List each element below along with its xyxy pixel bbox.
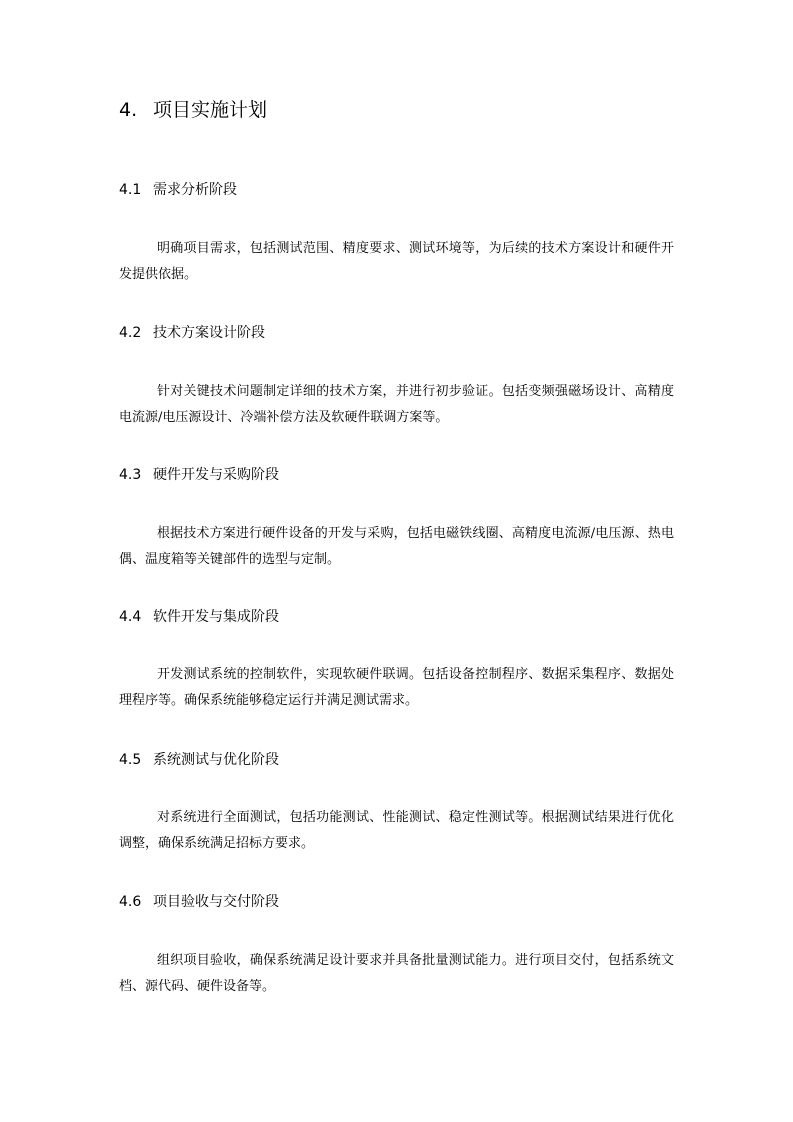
section-body-4-6: 组织项目验收，确保系统满足设计要求并具备批量测试能力。进行项目交付，包括系统文档、源代码、硬件设备等。 bbox=[119, 953, 674, 994]
section-title: 项目验收与交付阶段 bbox=[153, 894, 279, 910]
chapter-heading bbox=[119, 97, 267, 123]
chapter-title: 项目实施计划 bbox=[153, 99, 268, 121]
section-title: 需求分析阶段 bbox=[153, 182, 237, 198]
section-heading-4-6 bbox=[119, 892, 279, 912]
section-heading-4-2 bbox=[119, 323, 265, 343]
section-body-4-3: 根据技术方案进行硬件设备的开发与采购，包括电磁铁线圈、高精度电流源/电压源、热电偶、温度箱等关键部件的选型与定制。 bbox=[119, 526, 674, 567]
section-number: 4.5 bbox=[119, 752, 142, 768]
section-body-4-5: 对系统进行全面测试，包括功能测试、性能测试、稳定性测试等。根据测试结果进行优化调整，确保系统满足招标方要求。 bbox=[119, 810, 674, 851]
section-heading-4-1 bbox=[119, 180, 237, 200]
section-number: 4.1 bbox=[119, 182, 142, 198]
chapter-number: 4. bbox=[119, 99, 138, 121]
section-title: 硬件开发与采购阶段 bbox=[153, 467, 279, 483]
section-body-4-2: 针对关键技术问题制定详细的技术方案，并进行初步验证。包括变频强磁场设计、高精度电流源/电压源设计、冷端补偿方法及软硬件联调方案等。 bbox=[119, 384, 674, 425]
section-number: 4.3 bbox=[119, 467, 142, 483]
section-title: 系统测试与优化阶段 bbox=[153, 752, 279, 768]
section-number: 4.4 bbox=[119, 609, 142, 625]
section-title: 软件开发与集成阶段 bbox=[153, 609, 279, 625]
section-body-4-4: 开发测试系统的控制软件，实现软硬件联调。包括设备控制程序、数据采集程序、数据处理程序等。确保系统能够稳定运行并满足测试需求。 bbox=[119, 667, 674, 708]
section-number: 4.6 bbox=[119, 894, 142, 910]
section-heading-4-3 bbox=[119, 465, 279, 485]
section-body-4-1: 明确项目需求，包括测试范围、精度要求、测试环境等，为后续的技术方案设计和硬件开发提供依据。 bbox=[119, 241, 674, 282]
section-number: 4.2 bbox=[119, 325, 142, 341]
section-heading-4-5 bbox=[119, 750, 279, 770]
section-title: 技术方案设计阶段 bbox=[153, 325, 265, 341]
section-heading-4-4 bbox=[119, 607, 279, 627]
